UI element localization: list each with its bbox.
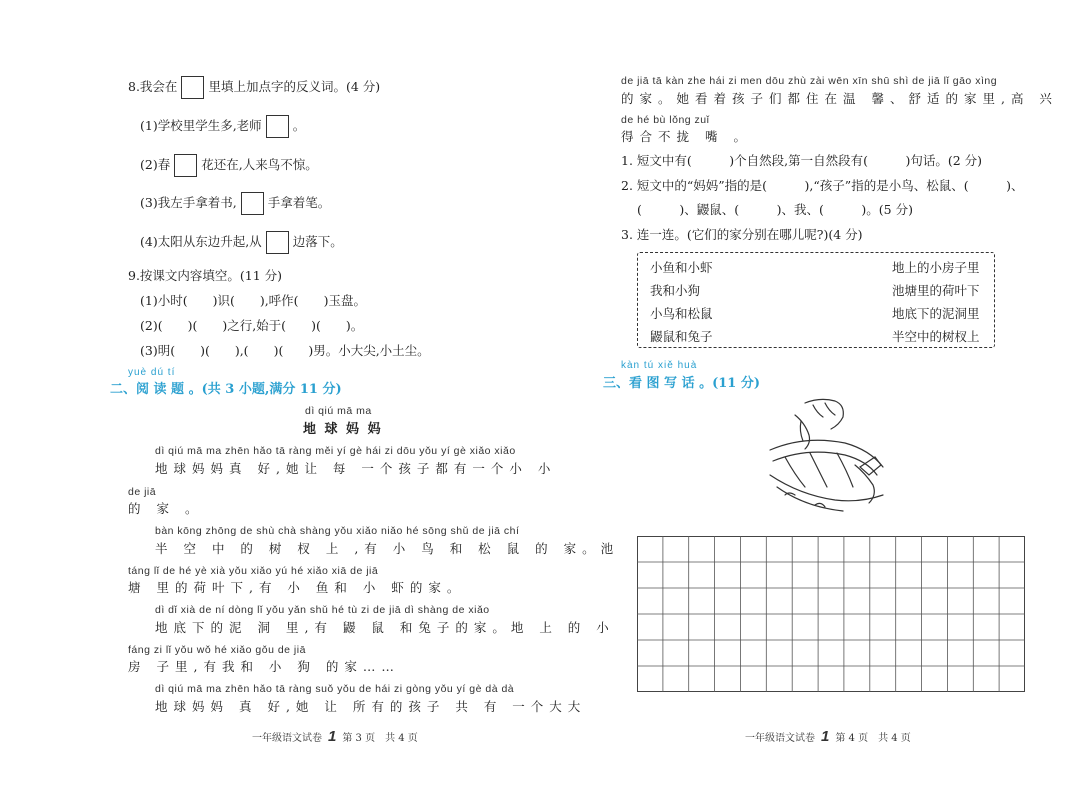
article-title: 地 球 妈 妈	[303, 422, 383, 437]
q2-line-2: ( )、鼹鼠、( )、我、( )。(5 分)	[637, 202, 913, 217]
footer-right-title: 一年级语文试卷	[745, 733, 815, 744]
q9-item-2: (2)( )( )之行,始于( )( )。	[140, 318, 364, 333]
answer-box[interactable]	[266, 231, 289, 254]
line-2-hanzi: 的 家 。	[128, 501, 204, 516]
line-5-pinyin: dì dǐ xià de ní dòng lǐ yǒu yǎn shǔ hé tù zi de jiā dì shàng de xiǎo	[155, 604, 490, 616]
footer-left-title: 一年级语文试卷	[252, 733, 322, 744]
match-right-2[interactable]: 池塘里的荷叶下	[892, 283, 980, 298]
line-1-pinyin: dì qiú mā ma zhēn hǎo tā ràng měi yí gè hái zi dōu yǒu yí gè xiǎo xiǎo	[155, 445, 516, 457]
q8-item-3-b: 手拿着笔。	[267, 195, 331, 210]
q9-stem: 9.按课文内容填空。(11 分)	[128, 268, 283, 283]
line-6-pinyin: fáng zi lǐ yǒu wǒ hé xiǎo gǒu de jiā	[128, 644, 306, 656]
line-4-hanzi: 塘 里的荷叶下,有 小 鱼和 小 虾的家。	[128, 580, 466, 595]
child-on-bridge-illustration	[765, 395, 890, 520]
q9-item-3: (3)明( )( ),( )( )男。小大尖,小土尘。	[140, 343, 430, 358]
match-left-3[interactable]: 小鸟和松鼠	[650, 306, 713, 321]
line-7-pinyin: dì qiú mā ma zhēn hǎo tā ràng suǒ yǒu de hái zi gòng yǒu yí gè dà dà	[155, 683, 515, 695]
q8-item-1-a: (1)学校里学生多,老师	[140, 118, 262, 133]
q8-item-4-a: (4)太阳从东边升起,从	[140, 234, 262, 249]
match-right-4[interactable]: 半空中的树杈上	[892, 329, 980, 344]
footer-right-page: 第 4 页 共 4 页	[835, 733, 911, 744]
q8-item-2-a: (2)春	[140, 157, 171, 172]
answer-box[interactable]	[266, 115, 289, 138]
match-left-4[interactable]: 鼹鼠和兔子	[650, 329, 713, 344]
section2-pinyin: yuè dú tí	[128, 367, 176, 378]
q8-item-1	[140, 115, 305, 138]
line-2-pinyin: de jiā	[128, 486, 157, 498]
q8-stem	[128, 76, 380, 99]
section3-title: 三、看 图 写 话 。(11 分)	[603, 376, 761, 391]
match-left-2[interactable]: 我和小狗	[650, 283, 701, 298]
line-5-hanzi: 地底下的泥 洞 里,有 鼹 鼠 和兔子的家。地 上 的 小	[155, 620, 615, 635]
line-3-pinyin: bàn kōng zhōng de shù chà shàng yǒu xiǎo niǎo hé sōng shǔ de jiā chí	[155, 525, 520, 537]
footer-left	[252, 728, 418, 745]
answer-box[interactable]	[241, 192, 264, 215]
q8-stem-b: 里填上加点字的反义词。(4 分)	[208, 79, 381, 94]
q1: 1. 短文中有( )个自然段,第一自然段有( )句话。(2 分)	[621, 153, 983, 168]
writing-grid[interactable]	[637, 536, 1025, 692]
answer-box[interactable]	[174, 154, 197, 177]
match-right-3[interactable]: 地底下的泥洞里	[892, 306, 980, 321]
section3-pinyin: kàn tú xiě huà	[621, 360, 698, 371]
q8-item-3-a: (3)我左手拿着书,	[140, 195, 237, 210]
q3: 3. 连一连。(它们的家分别在哪儿呢?)(4 分)	[621, 227, 863, 242]
line-7-hanzi: 地球妈妈 真 好,她 让 所有的孩子 共 有 一个大大	[155, 699, 587, 714]
q8-item-2	[140, 154, 318, 177]
q8-stem-a: 8.我会在	[128, 79, 178, 94]
section2-title: 二、阅 读 题 。(共 3 小题,满分 11 分)	[110, 382, 342, 397]
footer-right-grade: 1	[821, 728, 830, 745]
match-left-1[interactable]: 小鱼和小虾	[650, 260, 713, 275]
q8-item-4-b: 边落下。	[292, 234, 343, 249]
line-6-hanzi: 房 子里,有我和 小 狗 的家……	[128, 659, 400, 674]
rline-1-hanzi: 的家。她看着孩子们都住在温 馨、舒适的家里,高 兴	[621, 91, 1058, 106]
article-title-pinyin: dì qiú mā ma	[305, 405, 372, 417]
line-3-hanzi: 半 空 中 的 树 杈 上 ,有 小 鸟 和 松 鼠 的 家。池	[155, 541, 620, 556]
footer-left-grade: 1	[328, 728, 337, 745]
line-4-pinyin: táng lǐ de hé yè xià yǒu xiǎo yú hé xiǎo xiā de jiā	[128, 565, 379, 577]
rline-1-pinyin: de jiā tā kàn zhe hái zi men dōu zhù zài wēn xīn shū shì de jiā lǐ gāo xìng	[621, 75, 998, 87]
footer-left-page: 第 3 页 共 4 页	[342, 733, 418, 744]
q8-item-3	[140, 192, 330, 215]
q9-item-1: (1)小时( )识( ),呼作( )玉盘。	[140, 293, 366, 308]
q8-item-4	[140, 231, 343, 254]
q8-item-2-b: 花还在,人来鸟不惊。	[201, 157, 318, 172]
rline-2-hanzi: 得合不拢 嘴 。	[621, 129, 752, 144]
line-1-hanzi: 地球妈妈真 好,她让 每 一个孩子都有一个小 小	[155, 461, 557, 476]
answer-box[interactable]	[181, 76, 204, 99]
match-right-1[interactable]: 地上的小房子里	[892, 260, 980, 275]
rline-2-pinyin: de hé bù lǒng zuǐ	[621, 114, 710, 126]
q8-item-1-b: 。	[292, 118, 306, 133]
q2-line-1: 2. 短文中的“妈妈”指的是( ),“孩子”指的是小鸟、松鼠、( )、	[621, 178, 1024, 193]
footer-right	[745, 728, 911, 745]
